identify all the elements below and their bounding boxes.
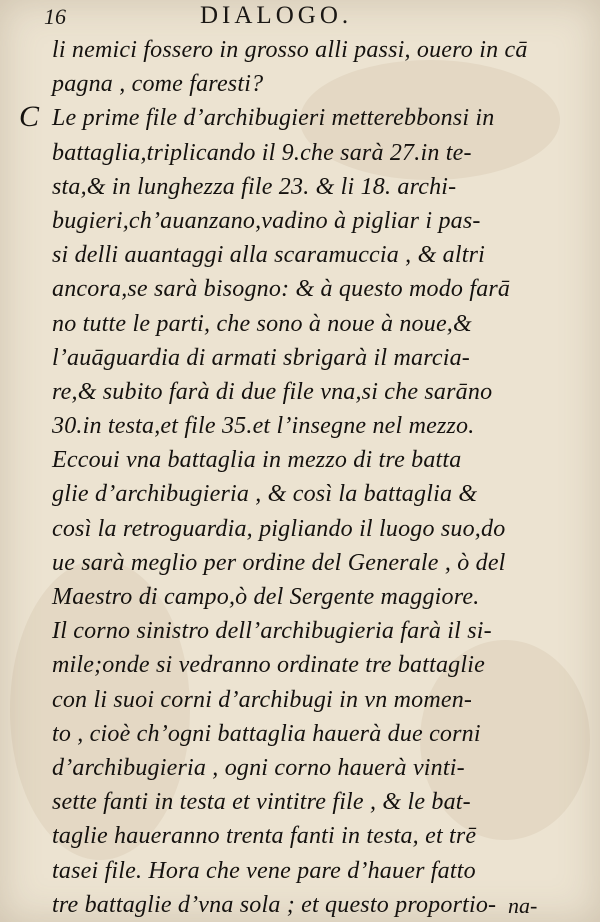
text-line: Maestro di campo,ò del Sergente maggiore. (52, 584, 480, 610)
text-line: no tutte le parti, che sono à noue à noue,& (52, 310, 472, 337)
text-line: così la retroguardia, pigliando il luogo suo,do (52, 515, 506, 542)
text-line: li nemici fossero in grosso alli passi, ouero in cā (52, 37, 528, 63)
text-line: sta,& in lunghezza file 23. & li 18. archi- (52, 173, 457, 200)
text-line: si delli auantaggi alla scaramuccia , & altri (52, 242, 485, 269)
text-line: l’auāguardia di armati sbrigarà il marcia- (52, 344, 470, 371)
text-line: ue sarà meglio per ordine del Generale , ò del (52, 549, 506, 576)
page-header (40, 2, 560, 32)
text-line: Le prime file d’archibugieri metterebbonsi in (52, 105, 495, 132)
body-text (52, 33, 572, 922)
text-line: Eccoui vna battaglia in mezzo di tre batta (52, 447, 462, 474)
text-line: re,& subito farà di due file vna,si che sarāno (52, 378, 493, 405)
text-line: tre battaglie d’vna sola ; et questo proportio- (52, 891, 497, 918)
running-head: DIALOGO. (200, 2, 353, 29)
text-line: taglie haueranno trenta fanti in testa, et trē (52, 823, 477, 850)
text-line: ancora,se sarà bisogno: & à questo modo farā (52, 276, 511, 303)
text-line: tasei file. Hora che vene pare d’hauer fatto (52, 857, 476, 884)
text-line: 30.in testa,et file 35.et l’insegne nel mezzo. (52, 413, 475, 440)
text-line: Il corno sinistro dell’archibugieria farà il si- (52, 618, 492, 645)
text-line: glie d’archibugieria , & così la battaglia & (52, 481, 478, 508)
text-line: con li suoi corni d’archibugi in vn momen- (52, 686, 473, 713)
text-line: battaglia,triplicando il 9.che sarà 27.in te- (52, 139, 472, 166)
text-line: sette fanti in testa et vintitre file , & le bat- (52, 789, 471, 816)
page-number: 16 (44, 4, 66, 29)
text-line: mile;onde si vedranno ordinate tre battaglie (52, 652, 485, 679)
text-line: bugieri,ch’auanzano,vadino à pigliar i pas- (52, 207, 481, 234)
text-line: pagna , come faresti? (52, 71, 264, 98)
paragraph-mark: C (19, 100, 40, 133)
text-line: d’archibugieria , ogni corno hauerà vinti- (52, 754, 465, 781)
catchword: na- (508, 893, 538, 918)
text-line: to , cioè ch’ogni battaglia hauerà due corni (52, 720, 481, 747)
